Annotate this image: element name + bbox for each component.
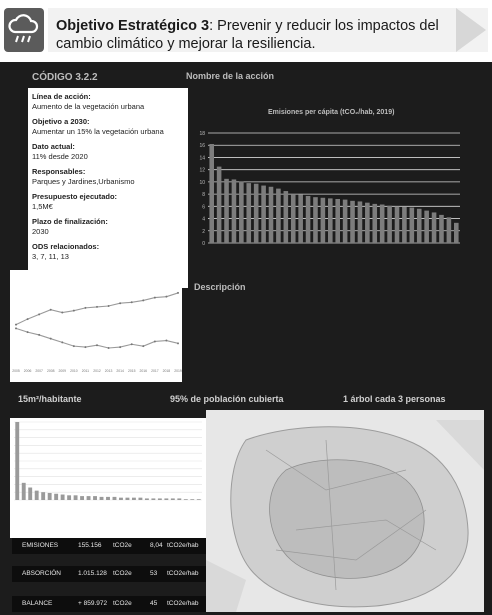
bar [119, 498, 123, 500]
action-name-label: Nombre de la acción [186, 71, 275, 81]
x-tick-label: 2013 [104, 369, 113, 373]
page-title [56, 17, 456, 53]
stat-green-area: 15m²/habitante [18, 394, 82, 404]
series-point [27, 331, 29, 333]
bar [151, 498, 155, 500]
bar [291, 194, 296, 243]
x-tick-label: 2019 [174, 369, 182, 373]
balance-unit: tCO2e [113, 542, 132, 549]
series-point [38, 313, 40, 315]
code-label: CÓDIGO 3.2.2 [32, 72, 98, 83]
bar [126, 498, 130, 500]
cloud-rain-icon [4, 8, 44, 52]
page-title-bold: Objetivo Estratégico 3 [56, 18, 210, 34]
x-tick-label: 2017 [151, 369, 159, 373]
bar [138, 498, 142, 500]
bar [358, 201, 363, 243]
bar [454, 223, 459, 243]
stat-coverage: 95% de población cubierta [170, 394, 284, 404]
city-map [206, 410, 484, 612]
series-point [119, 302, 121, 304]
bar [67, 495, 71, 500]
x-tick-label: 2006 [23, 369, 32, 373]
objetivo-label: Objetivo a 2030: [32, 117, 90, 126]
balance-label: EMISIONES [22, 542, 59, 549]
bar [306, 196, 311, 243]
ods-label: ODS relacionados: [32, 242, 100, 251]
bar [328, 198, 333, 243]
series-point [84, 346, 86, 348]
bar [343, 200, 348, 243]
bar [48, 493, 52, 500]
x-tick-label: 2015 [127, 369, 136, 373]
bar [417, 209, 422, 243]
page-title-rest: : Prevenir y reducir los impactos del cambio climático y mejorar la resiliencia. [56, 18, 439, 52]
series-point [131, 343, 133, 345]
bar [321, 198, 326, 243]
y-tick-label: 8 [202, 192, 205, 199]
bar [335, 199, 340, 243]
bar-chart [188, 103, 468, 293]
bar [74, 495, 78, 500]
series-point [73, 345, 75, 347]
bar [28, 488, 32, 500]
info-card [28, 88, 188, 288]
series-point [84, 307, 86, 309]
bar-chart-svg [188, 103, 468, 293]
y-tick-label: 16 [199, 143, 205, 150]
balance-unit: tCO2e [113, 570, 132, 577]
y-tick-label: 18 [199, 131, 205, 137]
bar [261, 186, 266, 243]
plazo-label: Plazo de finalización: [32, 217, 108, 226]
bar [224, 179, 229, 243]
bar [145, 498, 149, 500]
series-point [165, 296, 167, 298]
y-tick-label: 2 [202, 228, 205, 235]
bar [87, 496, 91, 500]
series-point [119, 346, 121, 348]
series-point [131, 301, 133, 303]
bar [239, 181, 244, 243]
bar [217, 167, 222, 243]
y-tick-label: 14 [199, 155, 205, 162]
y-tick-label: 6 [202, 204, 205, 211]
x-tick-label: 2012 [93, 369, 101, 373]
balance-row-absorcion [12, 566, 206, 582]
bar [365, 203, 370, 243]
bar [402, 207, 407, 243]
x-tick-label: 2016 [139, 369, 148, 373]
y-tick-label: 4 [202, 216, 205, 223]
line-chart [10, 270, 182, 382]
objetivo-value: Aumentar un 15% la vegetación urbana [32, 127, 164, 136]
series-point [73, 310, 75, 312]
series-point [154, 340, 156, 342]
x-tick-label: 2018 [162, 369, 171, 373]
series-point [38, 334, 40, 336]
x-tick-label: 2009 [58, 369, 67, 373]
balance-label: ABSORCIÓN [22, 570, 62, 577]
y-tick-label: 10 [199, 179, 205, 186]
bar [372, 204, 377, 243]
series-point [61, 312, 63, 314]
series-point [27, 318, 29, 320]
bar [158, 498, 162, 500]
series-point [177, 292, 179, 294]
bar [54, 494, 58, 500]
presupuesto-label: Presupuesto ejecutado: [32, 192, 118, 201]
bar [424, 211, 429, 243]
y-tick-label: 0 [202, 241, 205, 247]
balance-per-unit: tCO2e/hab [167, 600, 199, 607]
balance-label: BALANCE [22, 600, 53, 607]
series-point [142, 299, 144, 301]
linea-label: Línea de acción: [32, 92, 91, 101]
bar [209, 144, 214, 243]
bar [313, 197, 318, 243]
balance-unit: tCO2e [113, 600, 132, 607]
series-point [108, 305, 110, 307]
bar [113, 497, 117, 500]
bar [395, 206, 400, 243]
bar [132, 498, 136, 500]
balance-row-emisiones [12, 538, 206, 554]
ods-value: 3, 7, 11, 13 [32, 252, 69, 261]
bar [164, 498, 168, 500]
series-point [96, 344, 98, 346]
series-point [108, 347, 110, 349]
x-tick-label: 2008 [46, 369, 55, 373]
series-point [15, 327, 17, 329]
series-point [142, 345, 144, 347]
balance-per-unit: tCO2e/hab [167, 570, 199, 577]
bar [35, 491, 39, 500]
balance-total: 1.015.128 [78, 570, 107, 577]
bar [410, 208, 415, 243]
small-bar-chart [10, 418, 206, 538]
bar [197, 499, 201, 500]
bar [380, 205, 385, 244]
responsables-value: Parques y Jardines,Urbanismo [32, 177, 135, 186]
city-map-svg [206, 410, 484, 612]
bar [93, 496, 97, 500]
presupuesto-value: 1,5M€ [32, 202, 53, 211]
balance-total: + 859.972 [78, 600, 108, 607]
bar [100, 497, 104, 500]
bar [439, 215, 444, 243]
y-tick-label: 12 [199, 167, 205, 174]
bar [232, 179, 237, 243]
dato-label: Dato actual: [32, 142, 75, 151]
small-bar-chart-svg [10, 418, 206, 538]
bar [80, 496, 84, 500]
dato-value: 11% desde 2020 [32, 152, 88, 161]
series-point [50, 338, 52, 340]
header [0, 0, 492, 62]
bar [447, 217, 452, 243]
balance-per-hab: 45 [150, 600, 158, 607]
balance-row-balance [12, 596, 206, 612]
bar [284, 191, 289, 243]
bar [254, 184, 259, 243]
plazo-value: 2030 [32, 227, 49, 236]
header-tab-arrow [456, 8, 486, 52]
bar [41, 492, 45, 500]
balance-per-hab: 8,04 [150, 542, 163, 549]
bar [22, 483, 26, 500]
line-chart-svg [10, 270, 182, 382]
bar-chart-title: Emisiones per cápita (tCO₂/hab, 2019) [268, 109, 395, 116]
bar [61, 495, 65, 500]
x-tick-label: 2014 [116, 369, 124, 373]
series-point [177, 342, 179, 344]
bar [177, 498, 181, 500]
series-point [96, 306, 98, 308]
balance-total: 155.156 [78, 542, 102, 549]
stat-trees: 1 árbol cada 3 personas [343, 394, 446, 404]
bar [106, 497, 110, 500]
description-label: Descripción [194, 282, 246, 292]
bar [171, 498, 175, 500]
bar [350, 201, 355, 243]
bar [276, 189, 281, 243]
x-tick-label: 2011 [81, 369, 90, 373]
linea-value: Aumento de la vegetación urbana [32, 102, 145, 111]
balance-per-unit: tCO2e/hab [167, 542, 199, 549]
bar [269, 187, 274, 243]
bar [15, 422, 19, 500]
x-tick-label: 2005 [12, 369, 20, 373]
x-tick-label: 2010 [70, 369, 78, 373]
bar [184, 499, 188, 500]
bar [298, 195, 303, 243]
bar [432, 212, 437, 243]
series-line [16, 293, 178, 325]
responsables-label: Responsables: [32, 167, 86, 176]
series-point [50, 309, 52, 311]
x-tick-label: 2007 [35, 369, 43, 373]
series-point [165, 340, 167, 342]
bar [246, 183, 251, 243]
series-point [61, 341, 63, 343]
bar [190, 499, 194, 500]
series-point [15, 324, 17, 326]
bar [387, 206, 392, 243]
balance-per-hab: 53 [150, 570, 158, 577]
series-point [154, 297, 156, 299]
